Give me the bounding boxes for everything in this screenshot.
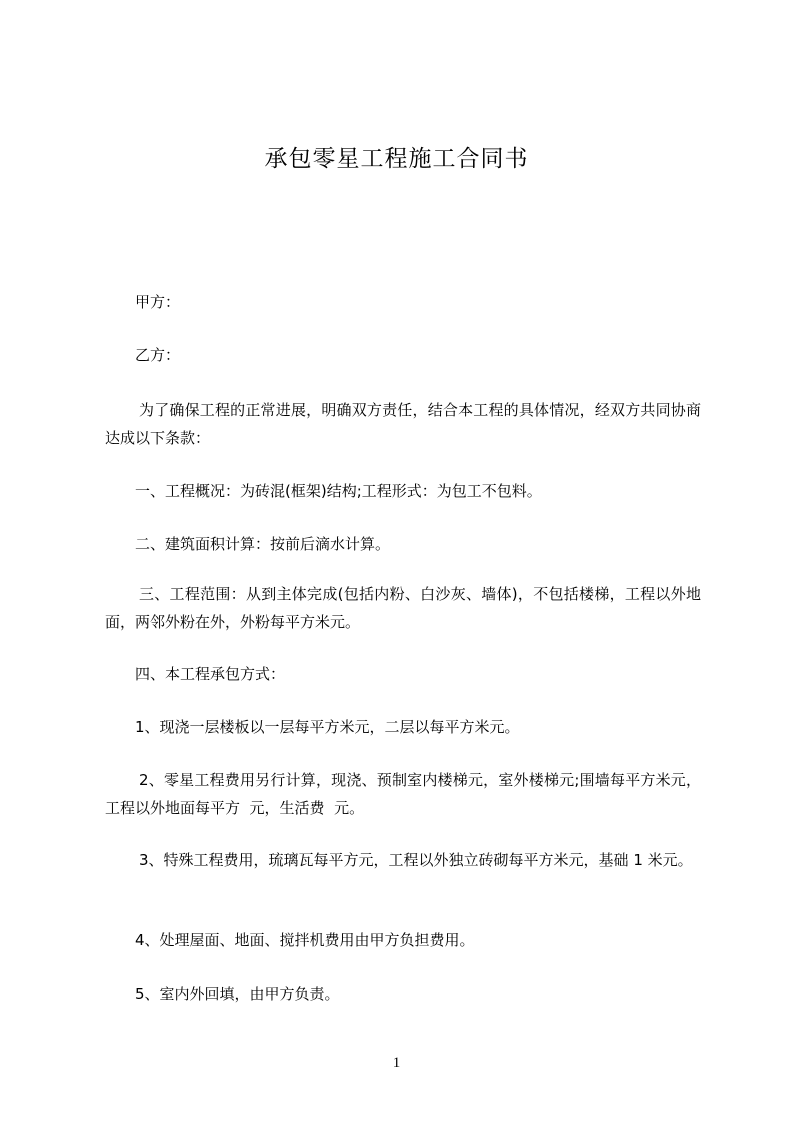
intro-paragraph: 为了确保工程的正常进展，明确双方责任，结合本工程的具体情况，经双方共同协商达成以下条款： bbox=[105, 401, 701, 447]
clause-2: 二、建筑面积计算：按前后滴水计算。 bbox=[135, 535, 391, 553]
clause-4-item-1: 1、现浇一层楼板以一层每平方米元，二层以每平方米元。 bbox=[135, 718, 520, 736]
clause-4-item-2: 2、零星工程费用另行计算，现浇、预制室内楼梯元，室外楼梯元;围墙每平方米元，工程以外地面每平方 元，生活费 元。 bbox=[105, 771, 701, 817]
clause-1: 一、工程概况：为砖混(框架)结构;工程形式：为包工不包料。 bbox=[135, 482, 542, 500]
clause-4-item-5: 5、室内外回填，由甲方负责。 bbox=[135, 985, 340, 1003]
document-title: 承包零星工程施工合同书 bbox=[264, 146, 529, 172]
clause-3: 三、工程范围：从到主体完成(包括内粉、白沙灰、墙体)，不包括楼梯，工程以外地面，两邻外粉在外，外粉每平方米元。 bbox=[105, 585, 701, 631]
clause-4: 四、本工程承包方式： bbox=[135, 665, 286, 683]
clause-4-item-3: 3、特殊工程费用，琉璃瓦每平方元，工程以外独立砖砌每平方米元，基础 1 米元。 bbox=[139, 851, 693, 869]
party-b-line: 乙方： bbox=[135, 346, 181, 364]
clause-4-item-4: 4、处理屋面、地面、搅拌机费用由甲方负担费用。 bbox=[135, 931, 475, 949]
page-number: 1 bbox=[392, 1055, 401, 1071]
party-a-line: 甲方： bbox=[135, 293, 181, 311]
